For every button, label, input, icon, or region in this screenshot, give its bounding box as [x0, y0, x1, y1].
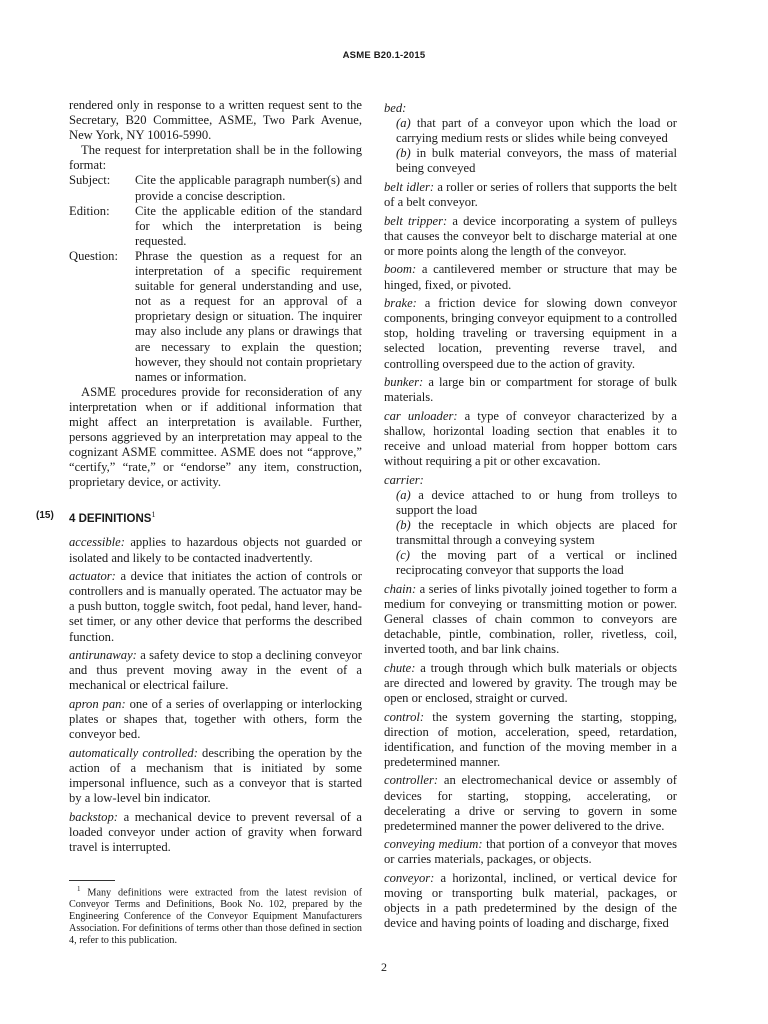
- section-title-text: 4 DEFINITIONS: [69, 513, 152, 526]
- definition-term: control:: [384, 709, 425, 724]
- definition-bed: [384, 101, 677, 116]
- format-label: Question:: [69, 248, 118, 263]
- definition-text: one of a series of overlapping or interlocking plates or shapes that, together with others, form the conveyor bed.: [69, 696, 362, 742]
- definition-automatically-controlled: [69, 746, 362, 806]
- definition-text: applies to hazardous objects not guarded or isolated and likely to be contacted inadvertently.: [69, 535, 362, 565]
- definition-actuator: [69, 569, 362, 644]
- revision-marker: (15): [36, 510, 54, 522]
- subitem-text: that part of a conveyor upon which the load or carrying medium rests or slides while being conveyed: [396, 116, 677, 146]
- definition-term: belt idler:: [384, 179, 435, 194]
- definition-carrier: [384, 473, 677, 488]
- definition-text: a safety device to stop a declining conveyor and thus prevent moving away in the event of a mechanical or electrical failure.: [69, 648, 362, 693]
- format-intro: The request for interpretation shall be in the following format:: [69, 143, 362, 173]
- definition-text: that portion of a conveyor that moves or carries materials, packages, or objects.: [384, 837, 677, 867]
- definition-text: the system governing the starting, stopping, direction of motion, acceleration, speed, retardation, identification, and function of the moving member in a predetermined manner.: [384, 709, 677, 769]
- footnote-divider: [69, 880, 115, 881]
- definition-bunker: [384, 375, 677, 405]
- definition-text: a roller or series of rollers that supports the belt of a belt conveyor.: [384, 179, 678, 210]
- definition-term: actuator:: [69, 569, 116, 584]
- definition-text: an electromechanical device or assembly of devices for starting, stopping, accelerating, or decelerating a drive or serving to govern in some predetermined manner the power delivered to the drive.: [384, 773, 677, 833]
- definition-subitem: [384, 116, 677, 146]
- definition-text: a cantilevered member or structure that may be hinged, fixed, or pivoted.: [384, 262, 677, 292]
- format-label: Subject:: [69, 173, 111, 188]
- subitem-text: the moving part of a vertical or inclined reciprocating conveyor that supports the load: [396, 548, 677, 578]
- definition-text: a friction device for slowing down conveyor components, bringing conveyor equipment to a controlled stop, holding traveling or traversing equipment in a selected location, preventing reverse travel, and controlling overspeed due to the action of gravity.: [384, 296, 677, 371]
- definition-text: a horizontal, inclined, or vertical device for moving or transporting bulk material, packages, or objects in a path predetermined by the design of the device and having points of loading and discharge, fixed: [384, 871, 677, 931]
- definition-antirunaway: [69, 648, 362, 693]
- definition-text: a mechanical device to prevent reversal of a loaded conveyor under action of gravity when forward travel is interrupted.: [69, 809, 362, 854]
- intro-paragraph: rendered only in response to a written request sent to the Secretary, B20 Committee, ASME, Two Park Avenue, New York, NY 10016-5990.: [69, 98, 362, 143]
- definition-text: describing the operation by the action of a mechanism that is initiated by some impersonal influence, such as a conveyor that is started by a low-level bin indicator.: [69, 745, 362, 805]
- subitem-label: (b): [396, 146, 411, 161]
- format-label: Edition:: [69, 203, 110, 218]
- definition-text: a series of links pivotally joined together to form a medium for conveying or transmitting motion or power. General classes of chain common to conveyors are detachable, pintle, combination, roller, rivetless, coil, inverted tooth, and bar link chains.: [384, 581, 677, 657]
- definition-subitem: [384, 488, 677, 518]
- definition-term: chute:: [384, 660, 416, 675]
- definition-text: a device incorporating a system of pulleys that causes the conveyor belt to discharge material at one or more points along the length of the conveyor.: [384, 213, 677, 258]
- definition-boom: [384, 262, 677, 292]
- definition-backstop: [69, 810, 362, 855]
- definition-text: a type of conveyor characterized by a shallow, horizontal loading section that enables it to receive and unload material from hopper bottom cars without requiring a pit or other excavation.: [384, 408, 678, 469]
- definition-subitem: [384, 518, 677, 548]
- footnote-text: Many definitions were extracted from the latest revision of Conveyor Terms and Definitions, Book No. 102, prepared by the Engineering Conference of the Conveyor Equipment Manufacturers Association. For definitions of terms other than those defined in section 4, refer to this publication.: [69, 887, 362, 946]
- definition-conveyor: [384, 871, 677, 931]
- subitem-text: in bulk material conveyors, the mass of material being conveyed: [396, 146, 677, 176]
- subitem-label: (a): [396, 116, 411, 131]
- page-number: 2: [381, 960, 387, 974]
- definition-text: a device that initiates the action of controls or controllers and is manually operated. The actuator may be a push button, toggle switch, foot pedal, hand lever, hand-set timer, or any other device that performs the described function.: [69, 569, 362, 644]
- definition-text: a large bin or compartment for storage of bulk materials.: [384, 375, 677, 405]
- definition-conveying-medium: [384, 837, 677, 867]
- format-row-question: [69, 249, 362, 385]
- definition-term: conveying medium:: [384, 837, 483, 852]
- left-column: [36, 98, 362, 855]
- subitem-text: the receptacle in which objects are placed for transmittal through a conveying system: [396, 517, 677, 548]
- running-header: ASME B20.1-2015: [342, 50, 426, 61]
- definition-subitem: [384, 146, 677, 176]
- subitem-text: a device attached to or hung from trolleys to support the load: [396, 487, 677, 517]
- definition-term: apron pan:: [69, 696, 126, 711]
- procedures-paragraph: ASME procedures provide for reconsideration of any interpretation when or if additional information that might affect an interpretation is available. Further, persons aggrieved by an interpretation may appeal to the cognizant ASME committee. ASME does not “approve,” “certify,” “rate,” or “endorse” any item, construction, proprietary device, or activity.: [69, 384, 362, 490]
- definition-apron-pan: [69, 697, 362, 742]
- definition-term: car unloader:: [384, 408, 458, 423]
- definition-term: belt tripper:: [384, 213, 448, 228]
- right-column: [384, 101, 677, 931]
- footnote-reference: 1: [151, 510, 156, 520]
- footnote-marker: 1: [77, 885, 81, 893]
- format-row-subject: [69, 173, 362, 203]
- definition-term: backstop:: [69, 809, 118, 824]
- definition-term: accessible:: [69, 535, 125, 550]
- definition-control: [384, 710, 677, 770]
- definition-car-unloader: [384, 409, 677, 469]
- subitem-label: (b): [396, 517, 411, 532]
- definition-text: a trough through which bulk materials or objects are directed and lowered by gravity. The trough may be open or enclosed, straight or curved.: [384, 660, 677, 705]
- definition-chute: [384, 661, 677, 706]
- format-row-edition: [69, 204, 362, 249]
- definition-term: chain:: [384, 581, 417, 596]
- section-heading: [36, 507, 362, 526]
- definition-belt-tripper: [384, 214, 677, 259]
- definition-term: automatically controlled:: [69, 745, 198, 760]
- section-title: [69, 510, 156, 526]
- definition-brake: [384, 296, 677, 371]
- definition-term: bed:: [384, 101, 407, 115]
- subitem-label: (c): [396, 548, 410, 563]
- definition-controller: [384, 773, 677, 833]
- footnote: [69, 884, 362, 946]
- format-text: Phrase the question as a request for an interpretation of a specific requirement suitable for general understanding and use, not as a request for an approval of a proprietary design or situation. The inquirer may also include any plans or drawings that are necessary to explain the question; however, they should not contain proprietary names or information.: [135, 248, 362, 384]
- definition-belt-idler: [384, 180, 677, 210]
- format-text: Cite the applicable edition of the standard for which the interpretation is being requested.: [135, 203, 362, 248]
- definition-term: carrier:: [384, 472, 424, 487]
- definition-term: brake:: [384, 296, 417, 311]
- definition-accessible: [69, 535, 362, 565]
- definition-term: antirunaway:: [69, 648, 137, 663]
- definition-term: boom:: [384, 262, 417, 277]
- definition-chain: [384, 582, 677, 657]
- subitem-label: (a): [396, 487, 411, 502]
- definition-term: conveyor:: [384, 871, 435, 885]
- definition-term: bunker:: [384, 375, 424, 390]
- definition-subitem: [384, 548, 677, 578]
- definition-term: controller:: [384, 773, 439, 788]
- format-text: Cite the applicable paragraph number(s) and provide a concise description.: [135, 173, 362, 203]
